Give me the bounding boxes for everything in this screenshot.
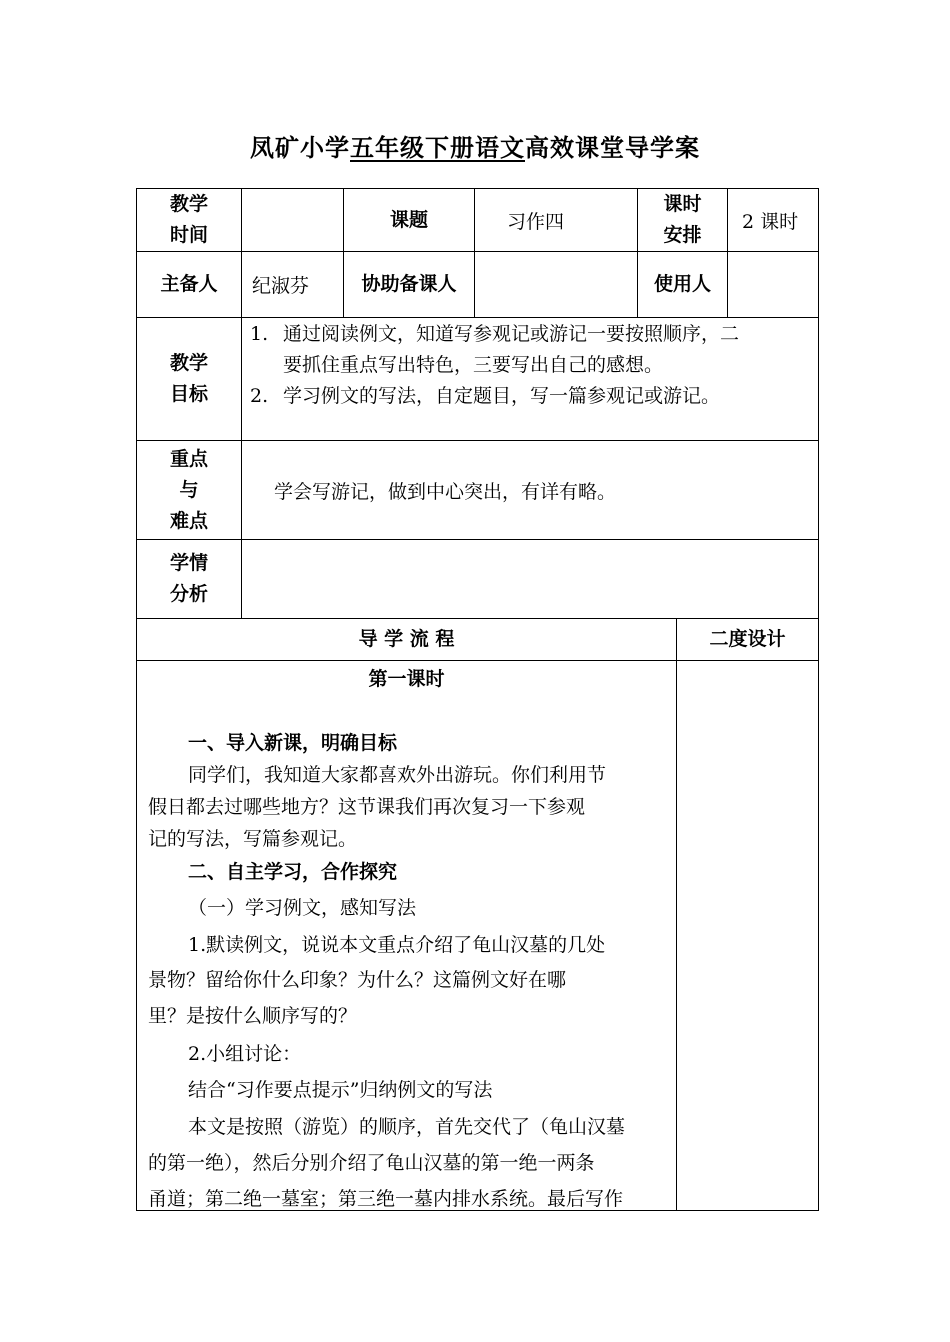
user-value [728, 252, 818, 317]
assist-teacher-value [475, 252, 637, 317]
section-heading: 一、导入新课，明确目标 [188, 732, 398, 754]
body-line: 2.小组讨论： [188, 1043, 302, 1065]
assist-teacher-label: 协助备课人 [361, 273, 457, 295]
body-line: 结合“习作要点提示”归纳例文的写法 [188, 1079, 493, 1101]
section-heading: 二、自主学习，合作探究 [188, 861, 398, 883]
user-label: 使用人 [653, 273, 711, 295]
analysis-text [242, 540, 818, 618]
teach-time-value [242, 189, 343, 251]
body-line: 同学们，我知道大家都喜欢外出游玩。你们利用节 [188, 764, 607, 786]
lesson-title: 第一课时 [368, 667, 445, 690]
body-line: 假日都去过哪些地方？这节课我们再次复习一下参观 [148, 796, 586, 818]
subsection-heading: （一）学习例文，感知写法 [188, 897, 417, 919]
second-design-header: 二度设计 [709, 628, 786, 650]
flow-header: 导 学 流 程 [358, 628, 455, 650]
period-label: 课时 安排 [663, 193, 702, 246]
body-line: 景物？留给你什么印象？为什么？这篇例文好在哪 [148, 969, 567, 991]
body-line: 本文是按照（游览）的顺序，首先交代了（龟山汉墓 [188, 1116, 626, 1138]
body-line: 里？是按什么顺序写的？ [148, 1005, 358, 1027]
topic-value: 习作四 [507, 210, 565, 233]
analysis-label: 学情 分析 [169, 552, 208, 605]
lead-teacher-label: 主备人 [160, 273, 218, 295]
body-line: 1.默读例文，说说本文重点介绍了龟山汉墓的几处 [188, 934, 606, 956]
body-line: 甬道；第二绝一墓室；第三绝一墓内排水系统。最后写作 [148, 1188, 624, 1210]
document-title: 凤矿小学五年级下册语文高效课堂导学案 [250, 134, 700, 162]
lead-teacher-value: 纪淑芬 [252, 275, 310, 297]
teach-time-label: 教学 时间 [169, 193, 208, 246]
table-border-right [818, 188, 819, 1211]
keypoints-text: 学会写游记，做到中心突出，有详有略。 [274, 480, 617, 503]
topic-label: 课题 [389, 208, 428, 231]
keypoints-label: 重点 与 难点 [169, 447, 208, 532]
goal-item-2: 2. 学习例文的写法，自定题目，写一篇参观记或游记。 [250, 385, 721, 407]
row-divider [136, 660, 819, 661]
goal-item-1: 1. 通过阅读例文，知道写参观记或游记一要按照顺序，二 要抓住重点写出特色，三要写出自己的感想。 [250, 323, 740, 376]
column-divider [676, 618, 677, 1211]
body-line: 记的写法，写篇参观记。 [148, 828, 358, 850]
period-value: 2 课时 [742, 210, 799, 233]
goals-label: 教学 目标 [169, 352, 208, 405]
body-line: 的第一绝），然后分别介绍了龟山汉墓的第一绝一两条 [148, 1152, 595, 1174]
